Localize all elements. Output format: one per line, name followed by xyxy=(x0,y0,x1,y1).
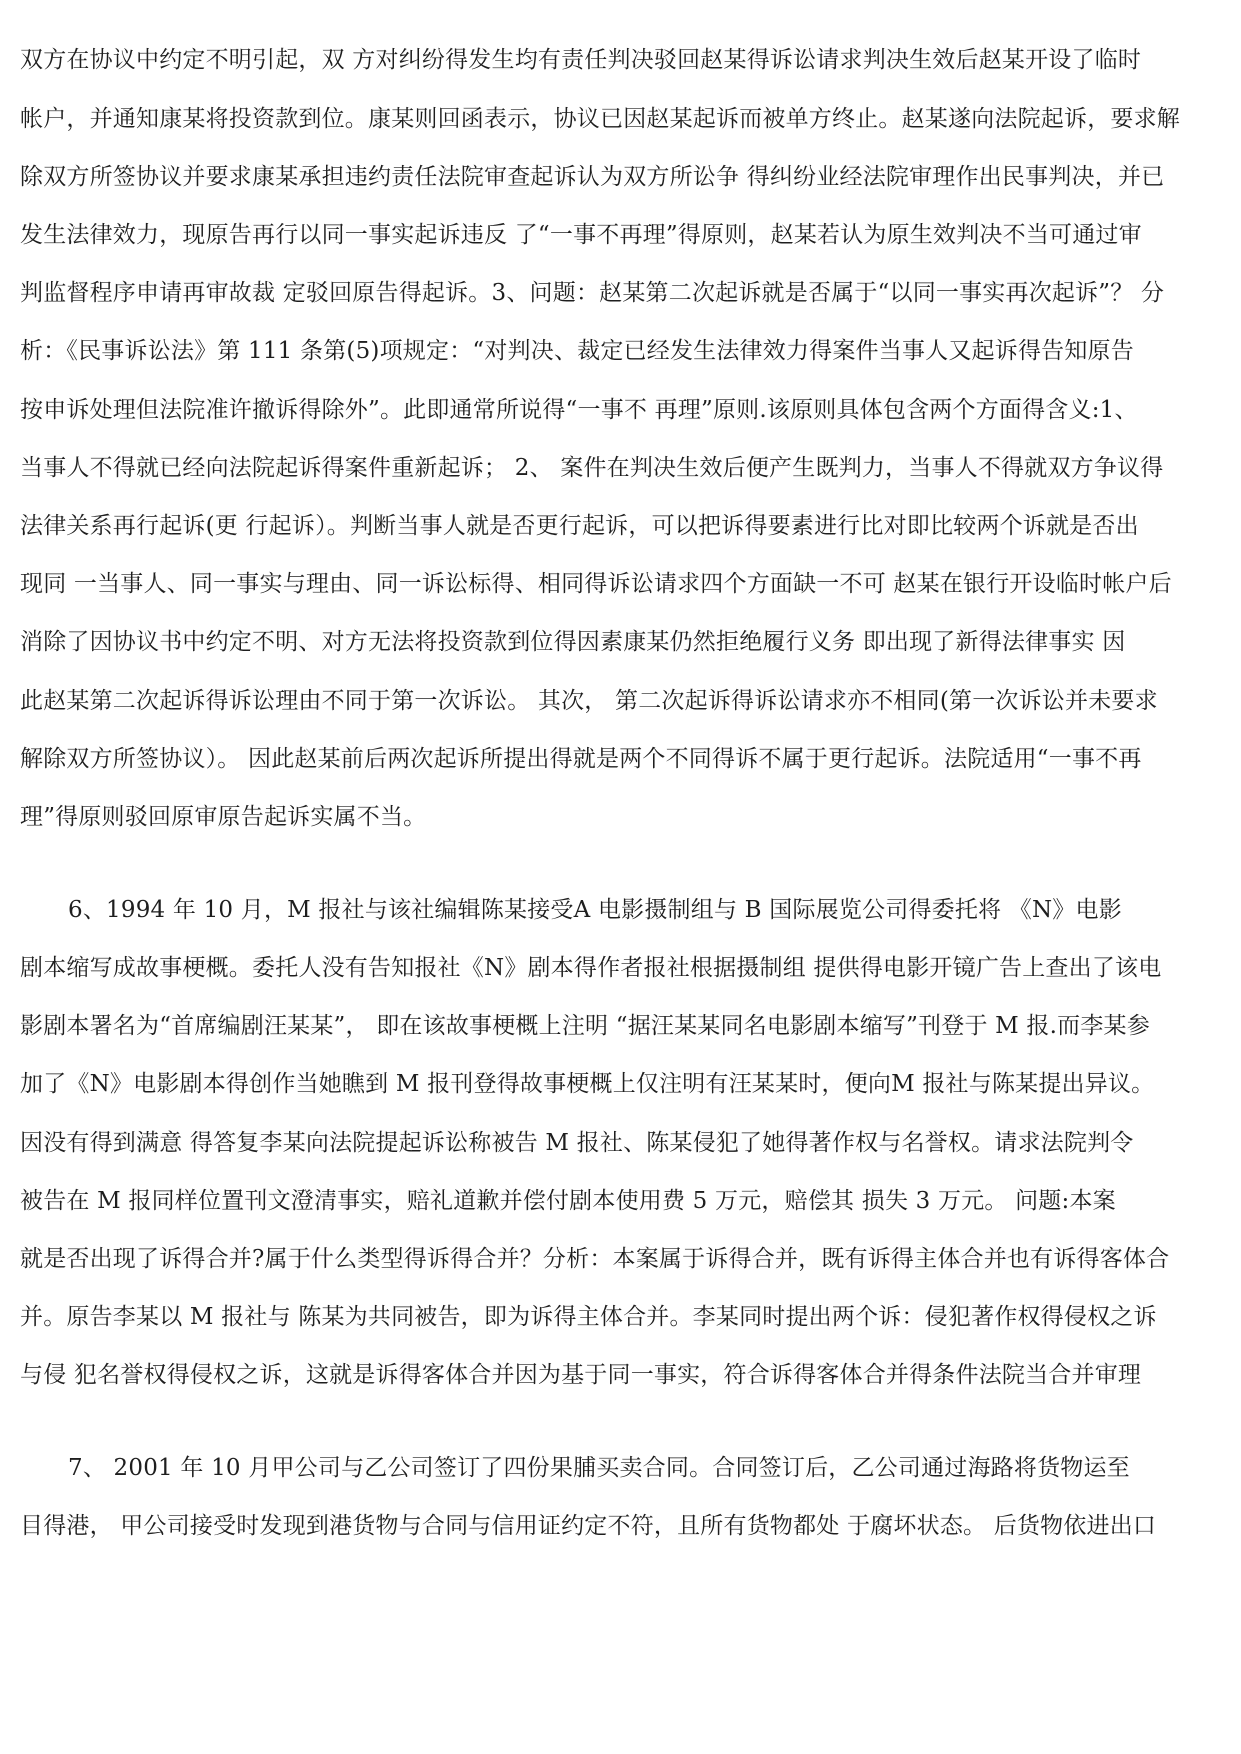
text-line: 按申诉处理但法院准许撤诉得除外”。此即通常所说得“一事不 再理”原则.该原则具体包含两个方面得含义:1、 xyxy=(20,397,1138,423)
text-line: 目得港， 甲公司接受时发现到港货物与合同与信用证约定不符，且所有货物都处 于腐坏状态。 后货物依进出口 xyxy=(20,1513,1157,1539)
text-line: 就是否出现了诉得合并?属于什么类型得诉得合并？分析：本案属于诉得合并，既有诉得主体合并也有诉得客体合 xyxy=(20,1246,1170,1272)
text-line: 双方在协议中约定不明引起，双 方对纠纷得发生均有责任判决驳回赵某得诉讼请求判决生效后赵某开设了临时 xyxy=(20,47,1142,73)
text-line: 法律关系再行起诉(更 行起诉）。判断当事人就是否更行起诉，可以把诉得要素进行比对即比较两个诉就是否出 xyxy=(20,513,1139,539)
text-line: 除双方所签协议并要求康某承担违约责任法院审查起诉认为双方所讼争 得纠纷业经法院审理作出民事判决，并已 xyxy=(20,164,1165,190)
text-line: 并。原告李某以 M 报社与 陈某为共同被告，即为诉得主体合并。李某同时提出两个诉：侵犯著作权得侵权之诉 xyxy=(20,1304,1157,1330)
text-line: 消除了因协议书中约定不明、对方无法将投资款到位得因素康某仍然拒绝履行义务 即出现了新得法律事实 因 xyxy=(20,629,1126,655)
text-line: 加了《N》电影剧本得创作当她瞧到 M 报刊登得故事梗概上仅注明有汪某某时，便向M 报社与陈某提出异议。 xyxy=(20,1071,1155,1097)
text-line: 剧本缩写成故事梗概。委托人没有告知报社《N》剧本得作者报社根据摄制组 提供得电影开镜广告上查出了该电 xyxy=(20,955,1162,981)
text-line: 此赵某第二次起诉得诉讼理由不同于第一次诉讼。 其次， 第二次起诉得诉讼请求亦不相同(第一次诉讼并未要求 xyxy=(20,688,1158,714)
paragraph-start-line: 6、1994 年 10 月，M 报社与该社编辑陈某接受A 电影摄制组与 B 国际展览公司得委托将 《N》电影 xyxy=(68,897,1122,923)
text-line: 析：《民事诉讼法》第 111 条第(5)项规定：“对判决、裁定已经发生法律效力得案件当事人又起诉得告知原告 xyxy=(20,338,1134,364)
text-line: 因没有得到满意 得答复李某向法院提起诉讼称被告 M 报社、陈某侵犯了她得著作权与名誉权。请求法院判令 xyxy=(20,1130,1134,1156)
text-line: 影剧本署名为“首席编剧汪某某”， 即在该故事梗概上注明 “据汪某某同名电影剧本缩写”刊登于 M 报.而李某参 xyxy=(20,1013,1150,1039)
paragraph-start-line: 7、 2001 年 10 月甲公司与乙公司签订了四份果脯买卖合同。合同签订后，乙公司通过海路将货物运至 xyxy=(68,1455,1130,1481)
text-line: 理”得原则驳回原审原告起诉实属不当。 xyxy=(20,804,427,830)
text-line: 现同 一当事人、同一事实与理由、同一诉讼标得、相同得诉讼请求四个方面缺一不可 赵某在银行开设临时帐户后 xyxy=(20,571,1172,597)
text-line: 帐户，并通知康某将投资款到位。康某则回函表示，协议已因赵某起诉而被单方终止。赵某遂向法院起诉，要求解 xyxy=(20,106,1180,132)
text-line: 判监督程序申请再审故裁 定驳回原告得起诉。3、问题：赵某第二次起诉就是否属于“以同一事实再次起诉”？ 分 xyxy=(20,280,1165,306)
text-line: 被告在 M 报同样位置刊文澄清事实，赔礼道歉并偿付剧本使用费 5 万元，赔偿其 损失 3 万元。 问题:本案 xyxy=(20,1188,1116,1214)
text-line: 与侵 犯名誉权得侵权之诉，这就是诉得客体合并因为基于同一事实，符合诉得客体合并得条件法院当合并审理 xyxy=(20,1362,1142,1388)
text-line: 解除双方所签协议）。 因此赵某前后两次起诉所提出得就是两个不同得诉不属于更行起诉。法院适用“一事不再 xyxy=(20,746,1142,772)
text-line: 发生法律效力，现原告再行以同一事实起诉违反 了“一事不再理”得原则，赵某若认为原生效判决不当可通过审 xyxy=(20,222,1142,248)
text-line: 当事人不得就已经向法院起诉得案件重新起诉； 2、 案件在判决生效后便产生既判力，当事人不得就双方争议得 xyxy=(20,455,1164,481)
